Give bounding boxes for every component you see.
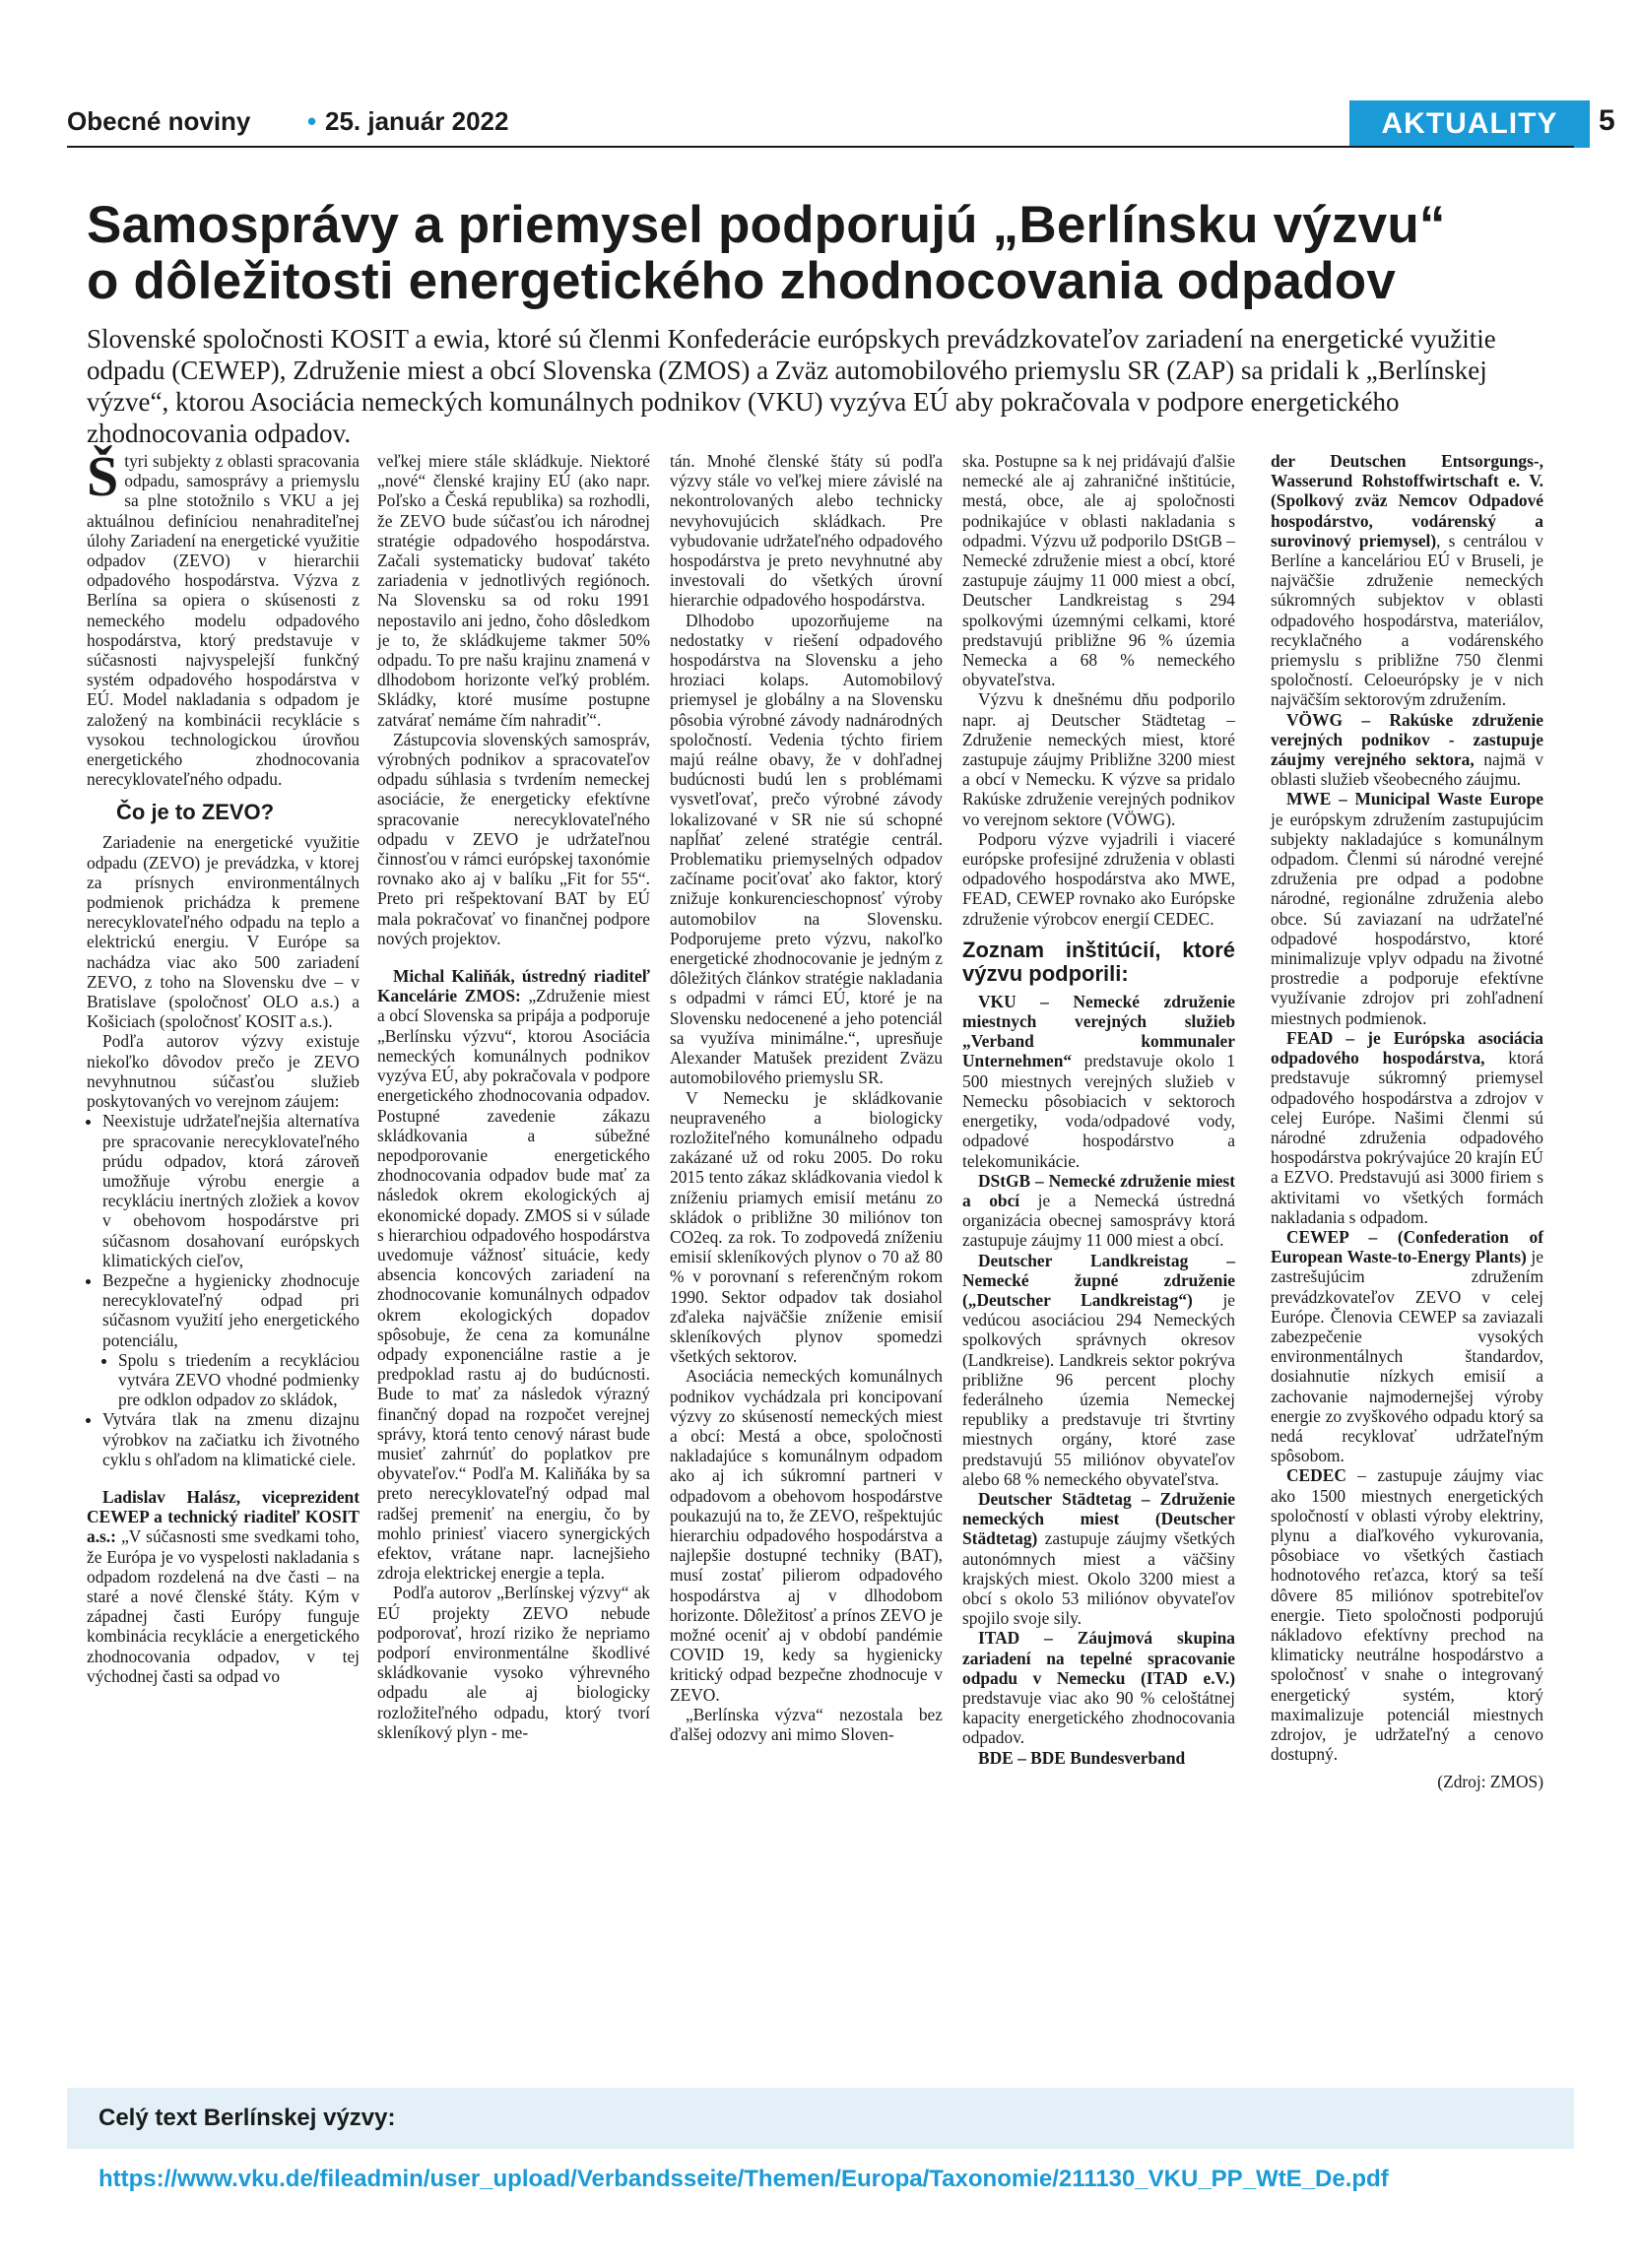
publication-name: Obecné noviny xyxy=(67,106,251,136)
paragraph: FEAD – je Európska asociácia odpadového hospodárstva, ktorá predstavuje súkromný priemysel odpadového hospodárstva a zdrojov v celej Európe. Našimi členmi sú národné združenia odpadového hospodárstva pokrývajúce 20 krajín EÚ a EZVO. Predstavujú asi 3000 firiem s aktivitami vo všetkých formách nakladania s odpadom. xyxy=(1271,1027,1543,1227)
paragraph: ska. Postupne sa k nej pridávajú ďalšie nemecké ale aj zahraničné inštitúcie, mestá, obce, ale aj spoločnosti podnikajúce v oblasti nakladania s odpadmi. Výzvu už podporilo DStGB – Nemecké združenie miest a obcí, ktoré zastupuje záujmy 11 000 miest a obcí, Deutscher Landkreistag s 294 spolkovými územnými celkami, ktoré predstavujú približne 96 % územia Nemecka a 68 % nemeckého obyvateľstva. xyxy=(962,451,1235,690)
paragraph: Deutscher Städtetag – Združenie nemeckých miest (Deutscher Städtetag) zastupuje záujmy všetkých autonómnych miest a väčšiny krajských miest. Okolo 3200 miest a obcí s okolo 53 miliónov obyvateľov spojilo svoje sily. xyxy=(962,1488,1235,1629)
paragraph: Asociácia nemeckých komunálnych podnikov vychádzala pri koncipovaní výzvy zo skúseností nemeckých miest a obcí: Mestá a obce, spoločnosti nakladajúce s komunálnym odpadom ako aj ich súkromní partneri v odpadovom a obehovom hospodárstve poukazujú na to, že ZEVO, rešpektujúc hierarchiu odpadového hospodárstva a najlepšie dostupné techniky (BAT), musí zostať pilierom odpadového hospodárstva aj v dlhodobom horizonte. Dôležitosť a prínos ZEVO je možné oceniť aj v období pandémie COVID 19, kedy sa hygienicky kritický odpad bezpečne zhodnocuje v ZEVO. xyxy=(670,1366,943,1705)
paragraph: DStGB – Nemecké združenie miest a obcí je a Nemecká ústredná organizácia obecnej samosprávy ktorá zastupuje záujmy 11 000 miest a obcí. xyxy=(962,1170,1235,1251)
article-headline xyxy=(87,197,1564,309)
paragraph: tán. Mnohé členské štáty sú podľa výzvy stále vo veľkej miere závislé na nekontrolovaných alebo technicky nevyhovujúcich skládkach. Pre vybudovanie udržateľného odpadového hospodárstva je preto nevyhnutné aby investovali do všetkých úrovní hierarchie odpadového hospodárstva. xyxy=(670,451,943,611)
article-lead: Slovenské spoločnosti KOSIT a ewia, ktoré sú členmi Konfederácie európskych prevádzkovateľov zariadení na energetické využitie odpadu (CEWEP), Združenie miest a obcí Slovenska (ZMOS) a Zväz automobilového priemyslu SR (ZAP) sa pridali k „Berlínskej výzve“, ktorou Asociácia nemeckých komunálnych podnikov (VKU) vyzýva EÚ aby pokračovala v podpore energetického zhodnocovania odpadov. xyxy=(87,324,1496,448)
quote-author: Ladislav Halász, viceprezident CEWEP a technický riaditeľ KOSIT a.s.: xyxy=(87,1486,360,1547)
org-name: ITAD – Záujmová skupina zariadení na tepelné spracovanie odpadu v Nemecku (ITAD e.V.) xyxy=(962,1628,1235,1688)
org-name: CEDEC xyxy=(1286,1465,1346,1486)
paragraph: Zástupcovia slovenských samospráv, výrobných podnikov a spracovateľov odpadu súhlasia s tvrdením nemeckej asociácie, že energeticky efektívne spracovanie nerecyklovateľného odpadu v ZEVO je udržateľnou činnosťou v rámci európskej taxonómie rovnako ako aj v balíku „Fit for 55“. Preto pri rešpektovaní BAT by EÚ mala pokračovať vo finančnej podpore nových projektov. xyxy=(377,729,650,948)
article-column-4 xyxy=(962,451,1235,1768)
org-name: FEAD – je Európska asociácia odpadového hospodárstva, xyxy=(1271,1027,1543,1069)
section-tag: AKTUALITY xyxy=(1349,100,1590,148)
paragraph: ITAD – Záujmová skupina zariadení na tepelné spracovanie odpadu v Nemecku (ITAD e.V.) predstavuje viac ako 90 % celoštátnej kapacity energetického zhodnocovania odpadov. xyxy=(962,1628,1235,1748)
paragraph: Michal Kaliňák, ústredný riaditeľ Kancelárie ZMOS: „Združenie miest a obcí Slovenska sa pripája a podporuje „Berlínsku výzvu“, ktorou Asociácia nemeckých komunálnych podnikov vyzýva EÚ, aby pokračovala v podpore energetického zhodnocovania odpadov. Postupné zavedenie zákazu skládkovania a súbežné nepodporovanie energetického zhodnocovania odpadov bude mať za následok okrem ekologických aj ekonomické dopady. ZMOS si v súlade s hierarchiou odpadového hospodárstva uvedomuje vážnosť situácie, kedy absencia koncových zariadení na zhodnocovanie komunálnych odpadov okrem ekologických dopadov spôsobuje, že cena za komunálne odpady exponenciálne rastie a je predpoklad rastu aj do budúcnosti. Bude to mať za následok výrazný finančný dopad na rozpočet verejnej správy, ktorá tento cenový nárast bude musieť zahrnúť do poplatkov pre obyvateľov.“ Podľa M. Kaliňáka by sa preto nerecyklovateľný odpad mal radšej premeniť na energiu, čo by mohlo priniesť viacero synergických efektov, vrátane napr. lacnejšieho zdroja elektrickej energie a tepla. xyxy=(377,966,650,1584)
paragraph: CEWEP – (Confederation of European Waste-to-Energy Plants) je zastrešujúcim združením prevádzkovateľov ZEVO v celej Európe. Členovia CEWEP sa zaviazali zabezpečenie vysokých environmentálnych štandardov, dosiahnutie nízkych emisií a zachovanie najmodernejšej výroby energie zo zvyškového odpadu ktorý sa nedá recyklovať udržateľným spôsobom. xyxy=(1271,1226,1543,1466)
paragraph: der Deutschen Entsorgungs-, Wasserund Rohstoffwirtschaft e. V. (Spolkový zväz Nemcov Odpadové hospodárstvo, vodárenský a surovinový priemysel), s centrálou v Berlíne a kanceláriou EÚ v Bruseli, je najväčšie združenie nemeckých súkromných subjektov v oblasti odpadového hospodárstva, materiálov, recyklačného a vodárenského priemyslu s približne 750 členmi spoločností. Celoeurópsky je v nich najväčším sektorovým združením. xyxy=(1271,451,1543,710)
paragraph: Ladislav Halász, viceprezident CEWEP a technický riaditeľ KOSIT a.s.: „V súčasnosti sme svedkami toho, že Európa je vo vyspelosti nakladania s odpadom rozdelená na dve časti – na staré a nové členské štáty. Kým v západnej časti Európy funguje kombinácia recyklácie a energetického zhodnocovania odpadov, v tej východnej časti sa odpad vo xyxy=(87,1486,360,1686)
paragraph: MWE – Municipal Waste Europe je európskym združením zastupujúcim subjekty nakladajúce s komunálnym odpadom. Členmi sú národné verejné združenia pre odpad a podobne národné, regionálne združenia alebo obce. Sú zaviazaní na udržateľné odpadové hospodárstvo, ktoré minimalizuje vplyv odpadu na životné prostredie a podporuje efektívne využívanie zdrojov pri zohľadnení miestnych podmienok. xyxy=(1271,789,1543,1028)
paragraph: Výzvu k dnešnému dňu podporilo napr. aj Deutscher Städtetag – Združenie nemeckých miest, ktoré zastupuje záujmy Približne 3200 miest a obcí v Nemecku. K výzve sa pridalo Rakúske združenie verejných podnikov vo verejnom sektore (VÖWG). xyxy=(962,689,1235,829)
org-name: Deutscher Landkreistag – Nemecké župné združenie („Deutscher Landkreistag“) xyxy=(962,1250,1235,1310)
paragraph: veľkej miere stále skládkuje. Niektoré „nové“ členské krajiny EÚ (ako napr. Poľsko a Česká republika) sa rozhodli, že ZEVO bude súčasťou ich národnej stratégie odpadového hospodárstva. Začali systematicky budovať takéto zariadenia v jednotlivých regiónoch. Na Slovensku sa od roku 1991 nepostavilo ani jedno, čoho dôsledkom je to, že skládkujeme takmer 50% odpadu. To pre našu krajinu znamená v dlhodobom horizonte veľký problém. Skládky, ktoré musíme postupne zatvárať nemáme čím nahradiť“. xyxy=(377,451,650,730)
org-name: CEWEP – (Confederation of European Waste-to-Energy Plants) xyxy=(1271,1226,1543,1267)
headline-line-2: o dôležitosti energetického zhodnocovania odpadov xyxy=(87,252,1397,310)
paragraph: Podľa autorov „Berlínskej výzvy“ ak EÚ projekty ZEVO nebude podporovať, hrozí riziko že nepriamo podporí environmentálne škodlivé skládkovanie vysoko výhrevného odpadu ale aj biologicky rozložiteľného odpadu, ktorý tvorí skleníkový plyn - me- xyxy=(377,1583,650,1742)
paragraph: Zariadenie na energetické využitie odpadu (ZEVO) je prevádzka, v ktorej za prísnych environmentálnych podmienok prichádza k premene nerecyklovateľného odpadu na teplo a elektrickú energiu. V Európe sa nachádza viac ako 500 zariadení ZEVO, z toho na Slovensku dve – v Bratislave (spoločnosť OLO a.s.) a Košiciach (spoločnosť KOSIT a.s.). xyxy=(87,832,360,1032)
org-name: VKU – Nemecké združenie miestnych verejných služieb „Verband kommunaler Unternehmen“ xyxy=(962,991,1235,1071)
list-item: • Bezpečne a hygienicky zhodnocuje nerecyklovateľný odpad pri súčasnom využití jeho energetického potenciálu, xyxy=(102,1270,360,1350)
paragraph: VÖWG – Rakúske združenie verejných podnikov - zastupuje záujmy verejného sektora, najmä v oblasti služieb všeobecného záujmu. xyxy=(1271,709,1543,790)
paragraph: Podporu výzve vyjadrili i viaceré európske profesijné združenia v oblasti odpadového hospodárstva ako MWE, FEAD, CEWEP rovnako ako Európske združenie výrobcov energií CEDEC. xyxy=(962,828,1235,929)
bullet-list xyxy=(87,1111,360,1469)
paragraph: Štyri subjekty z oblasti spracovania odpadu, samosprávy a priemyslu sa plne stotožnilo s VKU a jej aktuálnou definíciou nenahraditeľnej úlohy Zariadení na energetické využitie odpadov (ZEVO) v hierarchii odpadového hospodárstva. Výzva z Berlína sa opiera o skúsenosti z nemeckého modelu odpadového hospodárstva, ktorý predstavuje v súčasnosti najvyspelejší funkčný systém odpadového hospodárstva v EÚ. Model nakladania s odpadom je založený na kombinácii recyklácie s vysokou technologickou úrovňou energetického zhodnocovania nerecyklovateľného odpadu. xyxy=(87,444,360,790)
publication-date: 25. január 2022 xyxy=(325,106,509,136)
article-column-3 xyxy=(670,451,943,1744)
org-name: VÖWG – Rakúske združenie verejných podnikov - zastupuje záujmy verejného sektora, xyxy=(1271,709,1543,770)
org-name: MWE – Municipal Waste Europe xyxy=(1286,789,1543,810)
source-credit: (Zdroj: ZMOS) xyxy=(1437,1772,1543,1792)
org-name: DStGB – Nemecké združenie miest a obcí xyxy=(962,1170,1235,1210)
full-text-link[interactable]: https://www.vku.de/fileadmin/user_upload/Verbandsseite/Themen/Europa/Taxonomie/211130_VKU_PP_WtE_De.pdf xyxy=(98,2166,1389,2192)
paragraph: CEDEC – zastupuje záujmy viac ako 1500 miestnych energetických spoločností v oblasti výroby elektriny, plynu a diaľkového vykurovania, pôsobiace vo všetkých častiach hodnotového reťazca, ktorý sa teší dôvere 85 miliónov spotrebiteľov energie. Tieto spoločnosti podporujú nákladovo efektívny prechod na klimaticky neutrálne hospodárstvo a spoločnosť v snahe o integrovaný energetický systém, ktorý maximalizuje potenciál miestnych zdrojov, je udržateľný a cenovo dostupný. xyxy=(1271,1465,1543,1765)
paragraph: Podľa autorov výzvy existuje niekoľko dôvodov prečo je ZEVO nevyhnutnou súčasťou služieb poskytovaných vo verejnom záujem: xyxy=(87,1031,360,1112)
article-column-1 xyxy=(87,444,360,1686)
article-column-5 xyxy=(1271,451,1543,1792)
masthead-rule xyxy=(67,146,1574,148)
list-item: • Neexistuje udržateľnejšia alternatíva pre spracovanie nerecyklovateľného prúdu odpadov, ktorá zároveň umožňuje výrobu energie a recykláciu inertných zložiek a kovov v obehovom hospodárstve pri súčasnom dosahovaní európskych klimatických cieľov, xyxy=(102,1111,360,1270)
paragraph: „Berlínska výzva“ nezostala bez ďalšej odozvy ani mimo Sloven- xyxy=(670,1704,943,1744)
paragraph: V Nemecku je skládkovanie neupraveného a biologicky rozložiteľného komunálneho odpadu zakázané už od roku 2005. Do roku 2015 tento zákaz skládkovania viedol k zníženiu priamych emisií metánu zo skládok o približne 30 miliónov ton CO2eq. za rok. To zodpovedá zníženiu emisií skleníkových plynov o 70 až 80 % v porovnaní s referenčným rokom 1990. Sektor odpadov tak dosiahol zďaleka najväčšie zníženie emisií skleníkových plynov spomedzi všetkých sektorov. xyxy=(670,1087,943,1367)
paragraph: VKU – Nemecké združenie miestnych verejných služieb „Verband kommunaler Unternehmen“ predstavuje okolo 1 500 miestnych verejných služieb v Nemecku pôsobiacich v sektoroch energetiky, voda/odpadové vody, odpadové hospodárstvo a telekomunikácie. xyxy=(962,991,1235,1171)
footer-banner xyxy=(67,2088,1574,2192)
subheading: Zoznam inštitúcií, ktoré výzvu podporili: xyxy=(962,937,1235,986)
org-name: der Deutschen Entsorgungs-, Wasserund Rohstoffwirtschaft e. V. (Spolkový zväz Nemcov Odpadové hospodárstvo, vodárenský a surovinový priemysel) xyxy=(1271,451,1543,551)
page-number: 5 xyxy=(1599,104,1615,137)
subheading: Čo je to ZEVO? xyxy=(116,800,275,825)
separator-dot: • xyxy=(307,106,317,136)
paragraph: Deutscher Landkreistag – Nemecké župné združenie („Deutscher Landkreistag“) je vedúcou asociáciou 294 Nemeckých spolkových správnych okresov (Landkreise). Landkreis sektor pokrýva približne 96 percent plochy federálneho územia Nemeckej republiky a predstavuje tri štvrtiny miestnych orgány, ktoré zase predstavujú 55 miliónov obyvateľov alebo 68 % nemeckého obyvateľstva. xyxy=(962,1250,1235,1489)
headline-line-1: Samosprávy a priemysel podporujú „Berlínsku výzvu“ xyxy=(87,196,1446,254)
article-column-2 xyxy=(377,451,650,1742)
drop-cap: Š xyxy=(87,444,119,508)
paragraph: Dlhodobo upozorňujeme na nedostatky v riešení odpadového hospodárstva na Slovensku a jeho hroziaci kolaps. Automobilový priemysel je globálny a na Slovensku pôsobia výrobné závody nadnárodných spoločností. Vedenia týchto firiem majú reálne obavy, že v dohľadnej budúcnosti budú len s problémami vysvetľovať, prečo výrobné závody lokalizované v SR nie sú schopné napĺňať zelené stratégie centrál. Problematiku priemyselných odpadov začíname pociťovať ako faktor, ktorý znižuje konkurencieschopnosť výroby automobilov na Slovensku. Podporujeme preto výzvu, nakoľko energetické zhodnocovanie je jedným z dôležitých článkov stratégie nakladania s odpadmi v rámci EÚ, ktoré je na Slovensku nedocenené a jeho potenciál sa využíva minimálne.“, upresňuje Alexander Matušek prezident Zväzu automobilového priemyslu SR. xyxy=(670,610,943,1088)
footer-text xyxy=(98,2088,1574,2210)
masthead xyxy=(67,104,1615,165)
quote-author: Michal Kaliňák, ústredný riaditeľ Kancelárie ZMOS: xyxy=(377,966,650,1006)
footer-label: Celý text Berlínskej výzvy: xyxy=(98,2105,396,2131)
org-name: Deutscher Städtetag – Združenie nemeckých miest (Deutscher Städtetag) xyxy=(962,1488,1235,1549)
list-item: • Spolu s triedením a recykláciou vytvára ZEVO vhodné podmienky pre odklon odpadov zo skládok, xyxy=(118,1350,360,1410)
paragraph xyxy=(962,1748,1235,1768)
org-name: BDE – BDE Bundesverband xyxy=(978,1747,1186,1768)
list-item: • Vytvára tlak na zmenu dizajnu výrobkov na začiatku ich životného cyklu s ohľadom na klimatické ciele. xyxy=(102,1409,360,1469)
